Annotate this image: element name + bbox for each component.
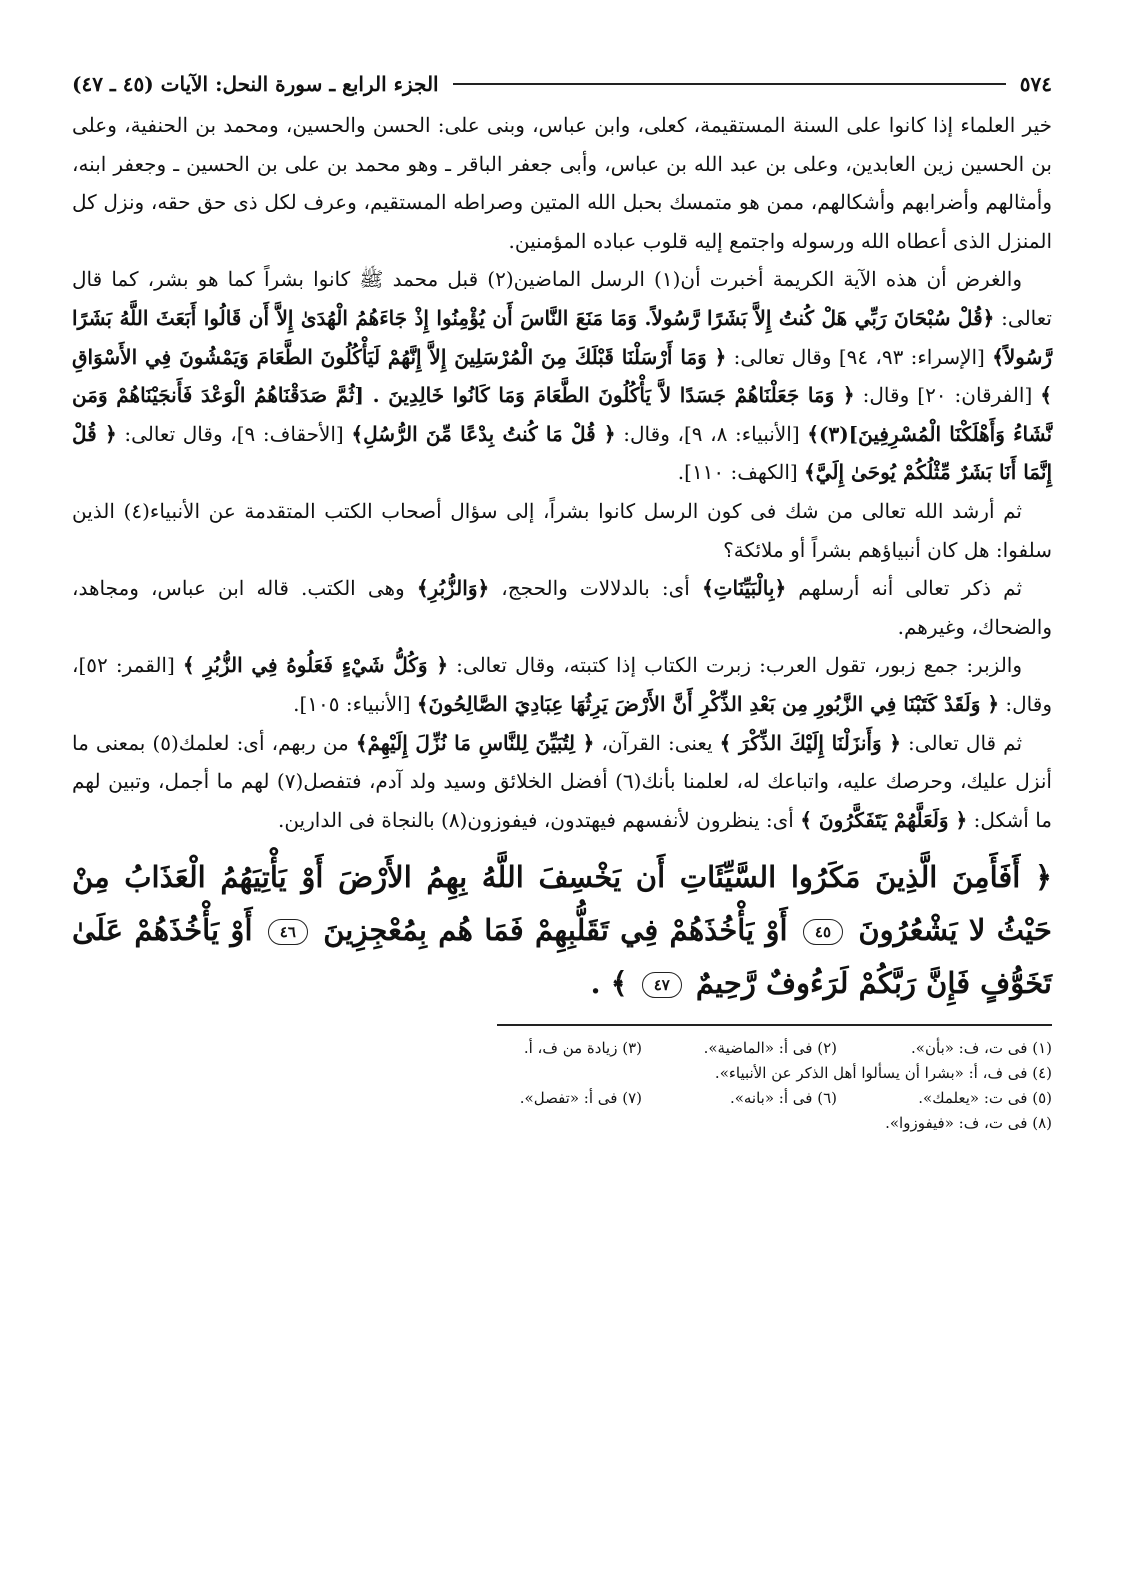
quran-quote: ﴿ وَلَقَدْ كَتَبْنَا فِي الزَّبُورِ مِن بَعْدِ الذِّكْرِ أَنَّ الأَرْضَ يَرِثُهَا عِبَادِيَ الصَّالِحُونَ﴾ xyxy=(416,691,1000,716)
paragraph xyxy=(72,260,1052,492)
text-segment: خير العلماء إذا كانوا على السنة المستقيمة، كعلى، وابن عباس، وبنى على: الحسن والحسين، ومحمد بن الحنفية، وعلى بن الحسين زين العابدين، وعلى بن عبد الله بن عباس، وأبى جعفر الباقر ـ وهو محمد بن على بن الحسين ـ وجعفر ابنه، وأمثالهم وأضرابهم وأشكالهم، ممن هو متمسك بحبل الله المتين وصراطه المستقيم، وعرف لكل ذى حق حقه، ونزل كل المنزل الذى أعطاه الله ورسوله واجتمع إليه قلوب عباده المؤمنين. xyxy=(72,113,1052,253)
text-segment: والغرض أن هذه الآية الكريمة أخبرت أن(١) الرسل الماضين(٢) قبل محمد ﷺ كانوا بشراً كما هو بشر، كما قال تعالى: xyxy=(72,267,1052,330)
book-page xyxy=(72,66,1052,1136)
quran-verse-block xyxy=(72,851,1052,1010)
footnotes xyxy=(72,1036,1052,1136)
quran-quote: ﴿بِالْبَيِّنَاتِ﴾ xyxy=(701,576,787,601)
quran-quote: ﴿ قُلْ إِنَّمَا أَنَا بَشَرٌ مِّثْلُكُمْ يُوحَىٰ إِلَيَّ﴾ xyxy=(72,421,1052,485)
footnote: (٨) فى ت، ف: «فيفوزوا». xyxy=(885,1114,1052,1133)
page-number: ٥٧٤ xyxy=(1019,72,1052,96)
text-segment: [الإسراء: ٩٣، ٩٤] وقال تعالى: xyxy=(726,344,993,369)
footnote-separator xyxy=(497,1024,1052,1026)
text-segment: والزبر: جمع زبور، تقول العرب: زبرت الكتاب إذا كتبته، وقال تعالى: xyxy=(448,653,1022,678)
quran-quote: ﴿ وَأَنزَلْنَا إِلَيْكَ الذِّكْرَ ﴾ xyxy=(719,730,902,755)
verse-text: أَوْ يَأْخُذَهُمْ فِي تَقَلُّبِهِمْ فَمَا هُم بِمُعْجِزِينَ xyxy=(323,913,788,948)
header-title: الجزء الرابع ـ سورة النحل: الآيات (٤٥ ـ ٤٧) xyxy=(72,72,439,96)
text-segment: يعنى: القرآن، xyxy=(594,730,720,755)
text-segment: [الأنبياء: ١٠٥]. xyxy=(293,691,417,716)
text-segment: [القمر: ٥٢]، وقال: xyxy=(72,653,1052,716)
paragraph xyxy=(72,492,1052,569)
verse-number-marker: ٤٦ xyxy=(268,919,308,945)
header-rule xyxy=(453,83,1006,85)
text-segment: أى: بالدلالات والحجج، xyxy=(489,576,702,601)
text-segment: [الأحقاف: ٩]، وقال تعالى: xyxy=(116,421,352,446)
text-segment: من ربهم، أى: لعلمك(٥) بمعنى ما أنزل عليك، وحرصك عليه، واتباعك له، لعلمنا بأنك(٦) أفضل الخلائق وسيد ولد آدم، فتفصل(٧) لهم ما أجمل، وتبين لهم ما أشكل: xyxy=(72,730,1052,832)
text-segment: ثم قال تعالى: xyxy=(901,730,1023,755)
quran-quote: ﴿قُلْ سُبْحَانَ رَبِّي هَلْ كُنتُ إِلاَّ بَشَرًا رَّسُولاً. وَمَا مَنَعَ النَّاسَ أَن يُؤْمِنُوا إِذْ جَاءَهُمُ الْهُدَىٰ إِلاَّ أَن قَالُوا أَبَعَثَ اللَّهُ بَشَرًا رَّسُولاً﴾ xyxy=(72,305,1053,369)
footnote: (٣) زيادة من ف، أ. xyxy=(523,1039,642,1058)
quran-quote: ﴿ وَمَا أَرْسَلْنَا قَبْلَكَ مِنَ الْمُرْسَلِينَ إِلاَّ إِنَّهُمْ لَيَأْكُلُونَ الطَّعَامَ وَيَمْشُونَ فِي الأَسْوَاقِ ﴾ xyxy=(72,344,1052,408)
footnote: (٤) فى ف، أ: «بشرا أن يسألوا أهل الذكر عن الأنبياء». xyxy=(714,1064,1052,1083)
footnote: (٢) فى أ: «الماضية». xyxy=(703,1039,837,1058)
running-header xyxy=(72,66,1052,102)
verse-text: ﴿ أَفَأَمِنَ الَّذِينَ مَكَرُوا السَّيِّئَاتِ أَن يَخْسِفَ اللَّهُ بِهِمُ الأَرْضَ أَوْ يَأْتِيَهُمُ الْعَذَابُ مِنْ حَيْثُ لا يَشْعُرُونَ xyxy=(72,860,1052,948)
footnote-row xyxy=(72,1086,1052,1111)
text-segment: [الكهف: ١١٠]. xyxy=(677,460,805,485)
footnote-row xyxy=(72,1111,1052,1136)
footnote-row xyxy=(72,1036,1052,1061)
text-segment: [الفرقان: ٢٠] وقال: xyxy=(854,383,1041,408)
footnote: (٦) فى أ: «بانه». xyxy=(729,1089,837,1108)
footnote: (٥) فى ت: «يعلمك». xyxy=(918,1089,1052,1108)
footnote-row xyxy=(72,1061,1052,1086)
verse-end-bracket: ﴾ . xyxy=(590,966,628,1001)
quran-quote: ﴿ وَكُلُّ شَيْءٍ فَعَلُوهُ فِي الزُّبُرِ ﴾ xyxy=(182,653,449,678)
text-segment: ثم ذكر تعالى أنه أرسلهم xyxy=(786,576,1023,601)
quran-quote: ﴿وَالزُّبُرِ﴾ xyxy=(416,576,490,601)
text-segment: [الأنبياء: ٨، ٩]، وقال: xyxy=(615,421,808,446)
paragraph xyxy=(72,646,1052,723)
verse-number-marker: ٤٥ xyxy=(803,919,843,945)
quran-quote: ﴿ قُلْ مَا كُنتُ بِدْعًا مِّنَ الرُّسُلِ﴾ xyxy=(351,421,616,446)
paragraph xyxy=(72,106,1052,260)
quran-quote: ﴿ وَلَعَلَّهُمْ يَتَفَكَّرُونَ ﴾ xyxy=(800,807,968,832)
text-segment: وهى الكتب. قاله ابن عباس، ومجاهد، والضحاك، وغيرهم. xyxy=(72,576,1052,639)
verse-number-marker: ٤٧ xyxy=(642,972,682,998)
quran-quote: ﴿ وَمَا جَعَلْنَاهُمْ جَسَدًا لاَّ يَأْكُلُونَ الطَّعَامَ وَمَا كَانُوا خَالِدِينَ . [ثُمَّ صَدَقْنَاهُمُ الْوَعْدَ فَأَنجَيْنَاهُمْ وَمَن نَّشَاءُ وَأَهْلَكْنَا الْمُسْرِفِينَ](٣)﴾ xyxy=(72,383,1053,446)
quran-quote: ﴿ لِتُبَيِّنَ لِلنَّاسِ مَا نُزِّلَ إِلَيْهِمْ﴾ xyxy=(355,730,595,755)
paragraph xyxy=(72,569,1052,646)
verse-text: أَوْ يَأْخُذَهُمْ عَلَىٰ تَخَوُّفٍ فَإِنَّ رَبَّكُمْ لَرَءُوفٌ رَّحِيمٌ xyxy=(72,913,1052,1001)
paragraph xyxy=(72,724,1052,840)
text-segment: ثم أرشد الله تعالى من شك فى كون الرسل كانوا بشراً، إلى سؤال أصحاب الكتب المتقدمة عن الأنبياء(٤) الذين سلفوا: هل كان أنبياؤهم بشراً أو ملائكة؟ xyxy=(72,498,1052,562)
commentary-text xyxy=(72,106,1052,839)
footnote: (٧) فى أ: «تفصل». xyxy=(519,1089,642,1108)
footnote: (١) فى ت، ف: «بأن». xyxy=(911,1039,1052,1058)
text-segment: أى: ينظرون لأنفسهم فيهتدون، فيفوزون(٨) بالنجاة فى الدارين. xyxy=(277,807,801,832)
